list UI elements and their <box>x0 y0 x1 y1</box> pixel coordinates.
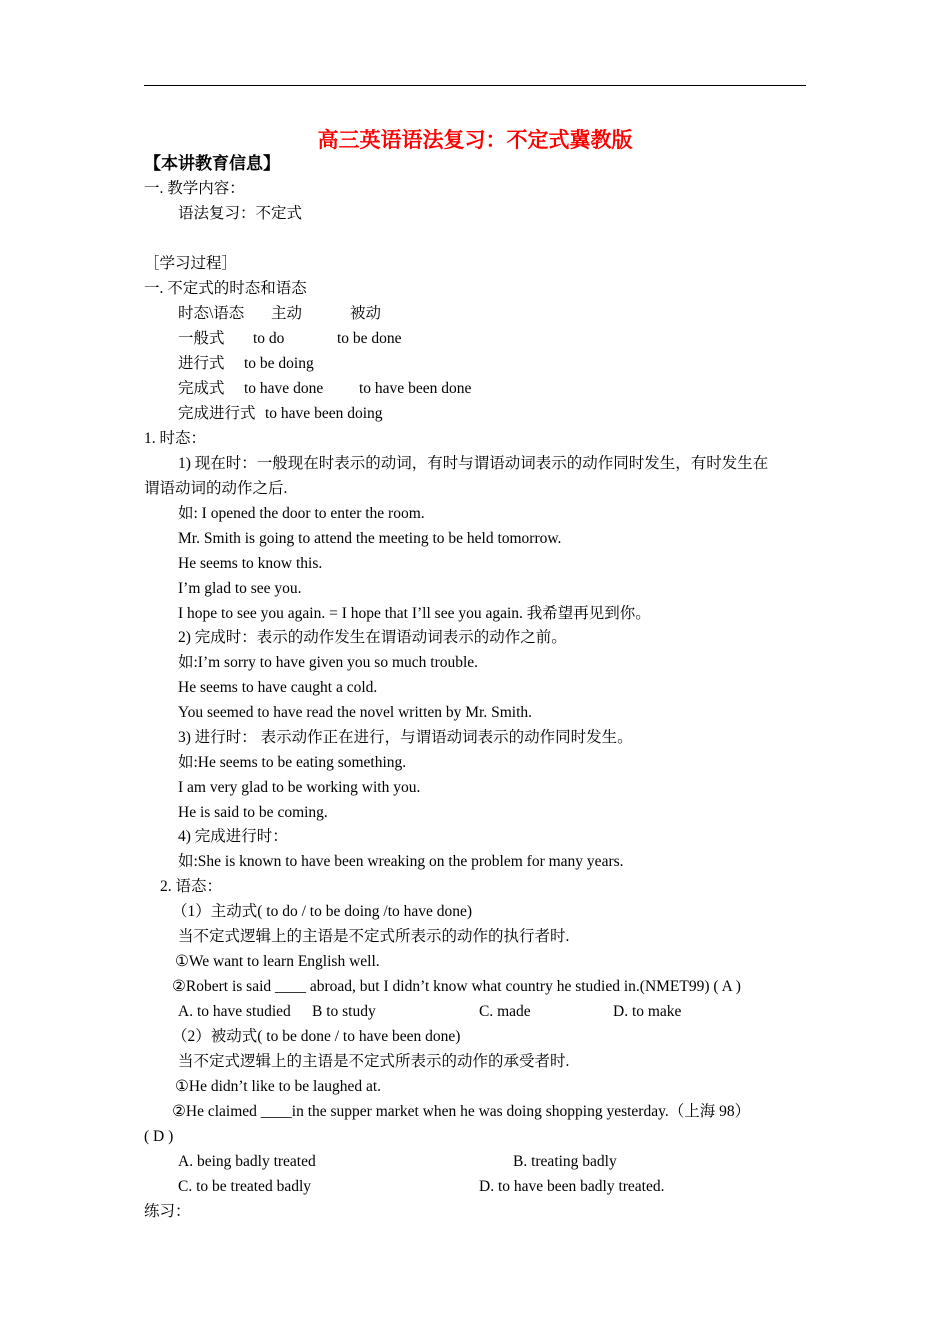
document-title: 高三英语语法复习：不定式冀教版 <box>317 128 633 152</box>
example-sentence: He seems to know this. <box>178 555 323 572</box>
part1-heading: 一. 不定式的时态和语态 <box>144 280 307 297</box>
table-cell: to have been doing <box>265 405 383 422</box>
quiz-option: C. made <box>479 1003 531 1020</box>
quiz-option: D. to have been badly treated. <box>479 1178 665 1195</box>
voice-heading: 2. 语态： <box>160 878 223 895</box>
table-header-cell: 被动 <box>350 305 382 322</box>
section-header: 【本讲教育信息】 <box>144 154 280 173</box>
passive-desc: 当不定式逻辑上的主语是不定式所表示的动作的承受者时. <box>178 1053 570 1070</box>
example-sentence: ①We want to learn English well. <box>175 953 380 970</box>
example-sentence: 如:I’m sorry to have given you so much trouble. <box>178 654 479 671</box>
tense-heading: 1. 时态： <box>144 430 207 447</box>
quiz-option: A. to have studied <box>178 1003 291 1020</box>
quiz-option: A. being badly treated <box>178 1153 316 1170</box>
quiz-question: ②Robert is said ____ abroad, but I didn’t know what country he studied in.(NMET99) ( A ) <box>172 978 741 995</box>
example-sentence: Mr. Smith is going to attend the meeting to be held tomorrow. <box>178 530 562 547</box>
progressive-desc: 3) 进行时： 表示动作正在进行，与谓语动词表示的动作同时发生。 <box>178 729 633 746</box>
quiz-option: B. treating badly <box>513 1153 617 1170</box>
perf-prog-desc: 4) 完成进行时： <box>178 828 288 845</box>
header-rule <box>144 85 806 86</box>
content-heading: 一. 教学内容： <box>144 180 245 197</box>
content-topic: 语法复习：不定式 <box>178 205 303 222</box>
example-sentence: He seems to have caught a cold. <box>178 679 378 696</box>
table-cell: to have been done <box>359 380 472 397</box>
example-sentence: I’m glad to see you. <box>178 580 302 597</box>
quiz-question: ②He claimed ____in the supper market when he was doing shopping yesterday.（上海 98） <box>172 1103 751 1120</box>
process-heading: ［学习过程］ <box>144 255 238 272</box>
active-heading: （1）主动式( to do / to be doing /to have done) <box>172 903 473 920</box>
table-cell: to be doing <box>244 355 314 372</box>
active-desc: 当不定式逻辑上的主语是不定式所表示的动作的执行者时. <box>178 928 570 945</box>
example-sentence: I am very glad to be working with you. <box>178 779 421 796</box>
table-cell: to do <box>253 330 285 347</box>
table-cell: 一般式 <box>178 330 225 347</box>
table-cell: 进行式 <box>178 355 225 372</box>
table-header-cell: 时态\语态 <box>178 305 245 322</box>
quiz-option: B to study <box>312 1003 376 1020</box>
quiz-option: C. to be treated badly <box>178 1178 311 1195</box>
example-sentence: You seemed to have read the novel written by Mr. Smith. <box>178 704 533 721</box>
example-sentence: 如:She is known to have been wreaking on the problem for many years. <box>178 853 624 870</box>
passive-heading: （2）被动式( to be done / to have been done) <box>172 1028 461 1045</box>
perfect-desc: 2) 完成时：表示的动作发生在谓语动词表示的动作之前。 <box>178 629 567 646</box>
example-sentence: 如:He seems to be eating something. <box>178 754 407 771</box>
table-cell: 完成式 <box>178 380 225 397</box>
table-header-cell: 主动 <box>271 305 303 322</box>
quiz-option: D. to make <box>613 1003 682 1020</box>
practice-label: 练习： <box>144 1203 191 1220</box>
table-cell: 完成进行式 <box>178 405 256 422</box>
example-sentence: I hope to see you again. = I hope that I’ll see you again. 我希望再见到你。 <box>178 605 651 622</box>
present-desc: 1) 现在时：一般现在时表示的动词，有时与谓语动词表示的动作同时发生，有时发生在 <box>178 455 769 472</box>
table-cell: to have done <box>244 380 324 397</box>
present-desc-cont: 谓语动词的动作之后. <box>144 480 288 497</box>
example-sentence: ①He didn’t like to be laughed at. <box>175 1078 382 1095</box>
example-sentence: He is said to be coming. <box>178 804 328 821</box>
quiz-answer: ( D ) <box>144 1128 174 1145</box>
example-sentence: 如: I opened the door to enter the room. <box>178 505 425 522</box>
table-cell: to be done <box>337 330 402 347</box>
